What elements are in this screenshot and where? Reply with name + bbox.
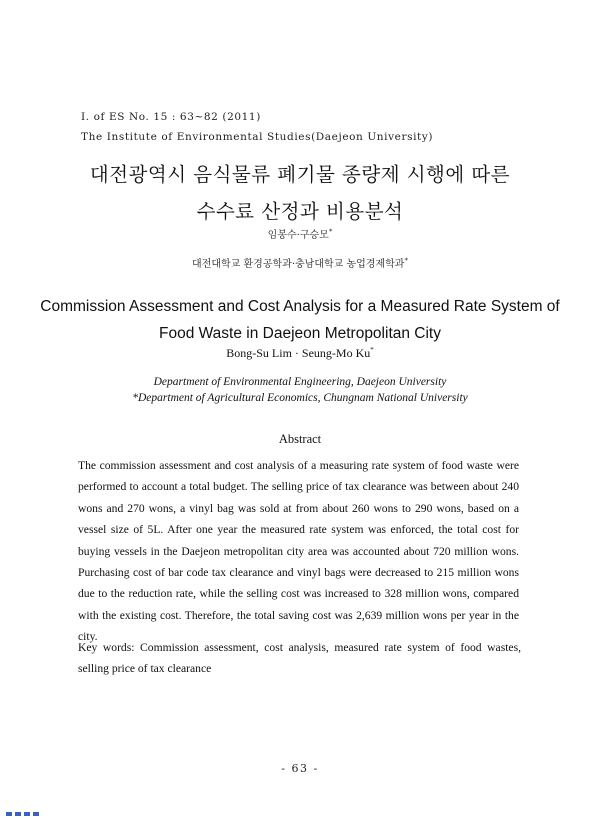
english-affiliations [0,374,600,406]
korean-title-line1: 대전광역시 음식물류 폐기물 종량제 시행에 따른 [89,163,511,186]
korean-authors-names: 임봉수·구승모 [267,230,329,241]
english-authors-mark: * [370,346,374,354]
journal-citation: Ⅰ. of ES No. 15 : 63~82 (2011) [81,111,261,123]
english-affiliation-1: Department of Environmental Engineering, Daejeon University [153,376,447,388]
english-authors [0,346,600,361]
english-title-line1: Commission Assessment and Cost Analysis for a Measured Rate System of [40,298,560,315]
corner-mark [6,812,42,816]
korean-title-line2: 수수료 산정과 비용분석 [196,200,404,223]
korean-affiliations-mark: * [404,256,408,265]
korean-authors [0,226,600,241]
korean-title [0,156,600,230]
keywords: Key words: Commission assessment, cost analysis, measured rate system of food wastes, selling price of tax clearance [78,641,521,676]
korean-affiliations [0,255,600,270]
english-title [0,293,600,347]
journal-institute: The Institute of Environmental Studies(Daejeon University) [81,131,434,143]
english-authors-names: Bong-Su Lim · Seung-Mo Ku [226,346,371,360]
page-number: - 63 - [281,762,319,775]
journal-header [81,107,433,147]
english-affiliation-2: *Department of Agricultural Economics, Chungnam National University [132,392,468,404]
korean-authors-mark: * [328,227,333,236]
abstract-heading: Abstract [278,432,322,446]
abstract-body: The commission assessment and cost analysis of a measuring rate system of food waste were performed to account a total budget. The selling price of tax clearance was between about 240 wons and 270 wons, a vinyl bag was sold at from about 260 wons to 290 wons, based on a vessel size of 5L. After one year the measured rate system was enforced, the total cost for buying vessels in the Daejeon metropolitan city area was accounted about 720 million wons. Purchasing cost of bar code tax clearance and vinyl bags were decreased to 215 million wons due to the reduction rate, while the selling cost was increased to 328 million wons, compared with the existing cost. Therefore, the total saving cost was 2,639 million wons per year in the city. [78,459,519,644]
english-title-line2: Food Waste in Daejeon Metropolitan City [158,325,441,342]
korean-affiliations-text: 대전대학교 환경공학과·충남대학교 농업경제학과 [192,259,405,270]
